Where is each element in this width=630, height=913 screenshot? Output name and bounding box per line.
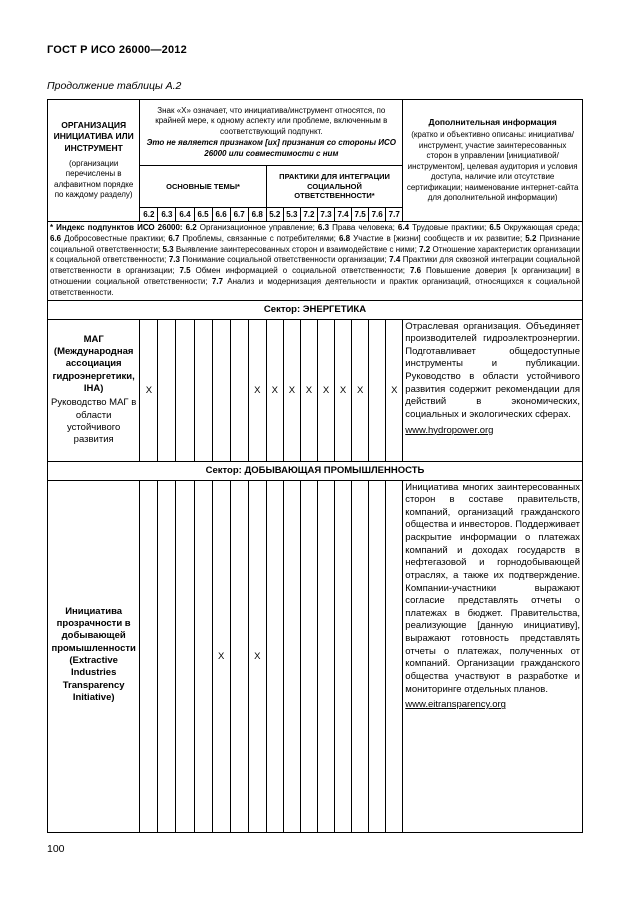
mark-iha-6-6 [212, 319, 230, 461]
mark-eiti-7-4 [335, 480, 352, 832]
org-cell-eiti [48, 480, 140, 832]
mark-eiti-5-3 [283, 480, 300, 832]
link-eitransparency[interactable]: www.eitransparency.org [405, 699, 506, 711]
column-header-5-2: 5.2 [266, 208, 283, 222]
org-title: Инициатива прозрачности в добывающей промышленности [51, 605, 136, 654]
mark-eiti-6-3 [158, 480, 176, 832]
legend-cell [140, 100, 403, 166]
table-row-iha [48, 319, 583, 461]
mark-eiti-7-2 [300, 480, 317, 832]
column-header-6-5: 6.5 [194, 208, 212, 222]
mark-iha-7-3: Х [317, 319, 334, 461]
mark-eiti-6-2 [140, 480, 158, 832]
column-header-7-7: 7.7 [386, 208, 403, 222]
mark-eiti-7-5 [352, 480, 369, 832]
org-title-en: (Extractive Industries Transparency Initiative) [62, 655, 125, 704]
mark-iha-5-3: Х [283, 319, 300, 461]
mark-eiti-5-2 [266, 480, 283, 832]
org-title-full: (Международная ассоциация гидроэнергетики, IHA) [52, 345, 135, 394]
page-number: 100 [47, 842, 65, 855]
org-cell-iha [48, 319, 140, 461]
info-cell-eiti [403, 480, 583, 832]
table-caption: Продолжение таблицы А.2 [47, 80, 182, 92]
legend-line1: Знак «Х» означает, что инициатива/инструмент относятся, по крайней мере, к одному аспекту или проблеме, включенным в соответствующий подпункт. [155, 105, 388, 137]
mark-iha-6-3 [158, 319, 176, 461]
mark-eiti-6-6: Х [212, 480, 230, 832]
mark-eiti-7-3 [317, 480, 334, 832]
info-header-subtitle: (кратко и объективно описаны: инициатива/инструмент, участие заинтересованных сторон в управлении [инициативой/инструментом], целевая аудитория и условия доступа, наличие или отсутствие сертификации; наименование интернет-сайта для дополнительной информации) [406, 130, 579, 203]
column-header-5-3: 5.3 [283, 208, 300, 222]
org-column-header [48, 100, 140, 222]
info-text: Инициатива многих заинтересованных сторон в составе правительств, компаний, организаций гражданского общества и инвесторов. Поддерживает раскрытие информации о платежах компаний и доходах государств в нефтегазовой и горнодобывающей отраслях, а также их подтверждение. Компании-участники выражают согласие представлять отчеты о платежах в бюджет. Правительства, реализующие [данную инициативу], выражают готовность представлять отчеты о платежах, полученных от компаний. Организации гражданского общества участвуют в разработке и мониторинге отдельных планов. [405, 481, 580, 695]
mark-iha-7-4: Х [335, 319, 352, 461]
mark-iha-7-5: Х [352, 319, 369, 461]
column-header-7-5: 7.5 [352, 208, 369, 222]
legend-line2: Это не является признаком [их] признания со стороны ИСО 26000 или совместимости с ним [146, 137, 397, 158]
mark-iha-7-2: Х [300, 319, 317, 461]
mark-eiti-6-4 [176, 480, 194, 832]
mark-eiti-6-7 [230, 480, 248, 832]
mark-eiti-7-7 [386, 480, 403, 832]
footnote: * Индекс подпунктов ИСО 26000: 6.2 Организационное управление; 6.3 Права человека; 6.4 Трудовые практики; 6.5 Окружающая среда; 6.6 Добросовестные практики; 6.7 Проблемы, связанные с потребителями; 6.8 Участие в [жизни] сообществ и их развитие; 5.2 Признание социальной ответственности; 5.3 Выявление заинтересованных сторон и взаимодействие с ними; 7.2 Отношение характеристик организации к социальной ответственности; 7.3 Понимание социальной ответственности организации; 7.4 Практики для сквозной интеграции социальной ответственности в организации; 7.5 Обмен информацией о социальной ответственности; 7.6 Повышение доверия [к организации] в отношении социальной ответственности; 7.7 Анализ и модернизация деятельности и практик организаций, относящихся к социальной ответственности. [48, 222, 583, 301]
integration-practices-group-header: ПРАКТИКИ ДЛЯ ИНТЕГРАЦИИ СОЦИАЛЬНОЙ ОТВЕТСТВЕННОСТИ* [266, 166, 403, 208]
mark-iha-6-8: Х [248, 319, 266, 461]
column-header-7-3: 7.3 [317, 208, 334, 222]
table-a2 [47, 99, 583, 833]
mark-iha-5-2: Х [266, 319, 283, 461]
org-header-title: ОРГАНИЗАЦИЯ ИНИЦИАТИВА ИЛИ ИНСТРУМЕНТ [53, 120, 134, 153]
core-subjects-group-header: ОСНОВНЫЕ ТЕМЫ* [140, 166, 266, 208]
column-header-7-6: 7.6 [369, 208, 386, 222]
section-header-extractive: Сектор: ДОБЫВАЮЩАЯ ПРОМЫШЛЕННОСТЬ [48, 461, 583, 480]
document-header: ГОСТ Р ИСО 26000—2012 [47, 44, 187, 56]
column-header-7-4: 7.4 [335, 208, 352, 222]
info-header-title: Дополнительная информация [428, 116, 557, 127]
mark-iha-6-5 [194, 319, 212, 461]
mark-iha-7-6 [369, 319, 386, 461]
mark-iha-7-7: Х [386, 319, 403, 461]
info-column-header [403, 100, 583, 222]
table-row-eiti [48, 480, 583, 832]
org-header-subtitle: (организации перечислены в алфавитном порядке по каждому разделу) [54, 158, 134, 200]
org-subtitle: Руководство МАГ в области устойчивого развития [51, 397, 137, 446]
mark-iha-6-4 [176, 319, 194, 461]
mark-iha-6-7 [230, 319, 248, 461]
column-header-6-3: 6.3 [158, 208, 176, 222]
mark-iha-6-2: Х [140, 319, 158, 461]
column-header-6-8: 6.8 [248, 208, 266, 222]
info-cell-iha [403, 319, 583, 461]
link-hydropower[interactable]: www.hydropower.org [405, 424, 494, 436]
info-text: Отраслевая организация. Объединяет производителей гидроэлектроэнергии. Подготавливает общедоступные инструменты и публикации. Руководство в области устойчивого развития содержит рекомендации для действий в экономических, социальных и экологических сферах. [405, 320, 580, 420]
column-header-6-6: 6.6 [212, 208, 230, 222]
column-header-6-2: 6.2 [140, 208, 158, 222]
mark-eiti-7-6 [369, 480, 386, 832]
org-title: МАГ [83, 333, 104, 345]
mark-eiti-6-8: Х [248, 480, 266, 832]
mark-eiti-6-5 [194, 480, 212, 832]
column-header-6-7: 6.7 [230, 208, 248, 222]
section-header-energy: Сектор: ЭНЕРГЕТИКА [48, 300, 583, 319]
column-header-7-2: 7.2 [300, 208, 317, 222]
column-header-6-4: 6.4 [176, 208, 194, 222]
